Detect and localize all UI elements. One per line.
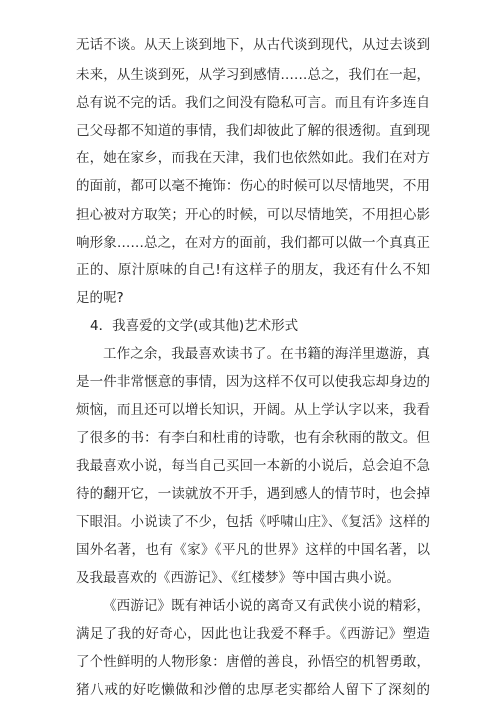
paragraph-line: 的面前，都可以毫不掩饰：伤心的时候可以尽情地哭，不用 [76, 178, 430, 194]
paragraph-line: 无话不谈。从天上谈到地下，从古代谈到现代，从过去谈到 [76, 37, 430, 53]
paragraph-line: 响形象……总之，在对方的面前，我们都可以做一个真真正 [76, 235, 430, 251]
paragraph-line: 我最喜欢小说，每当自己买回一本新的小说后，总会迫不急 [76, 458, 430, 474]
paragraph-line: 及我最喜欢的《西游记》、《红楼梦》等中国古典小说。 [76, 570, 400, 586]
section-heading: 4．我喜爱的文学(或其他)艺术形式 [90, 318, 299, 334]
paragraph-line: 待的翻开它，一读就放不开手，遇到感人的情节时，也会掉 [76, 486, 430, 502]
paragraph-line: 国外名著，也有《家》《平凡的世界》这样的中国名著，以 [76, 542, 430, 558]
paragraph-line: 足的呢? [76, 290, 124, 306]
paragraph-line: 总有说不完的话。我们之间没有隐私可言。而且有许多连自 [76, 95, 430, 111]
paragraph-line: 了个性鲜明的人物形象：唐僧的善良，孙悟空的机智勇敢， [76, 654, 430, 670]
paragraph-line: 了很多的书：有李白和杜甫的诗歌，也有余秋雨的散文。但 [76, 430, 430, 446]
paragraph-line: 在，她在家乡，而我在天津，我们也依然如此。我们在对方 [76, 150, 430, 166]
paragraph-line: 担心被对方取笑；开心的时候，可以尽情地笑，不用担心影 [76, 207, 430, 223]
paragraph-line: 正的、原汁原味的自己!有这样子的朋友，我还有什么不知 [76, 262, 430, 278]
paragraph-line: 未来，从生谈到死，从学习到感情……总之，我们在一起， [76, 67, 430, 83]
paragraph-line: 《西游记》既有神话小说的离奇又有武侠小说的精彩， [103, 598, 430, 614]
paragraph-line: 满足了我的好奇心，因此也让我爱不释手。《西游记》塑造 [76, 626, 430, 642]
paragraph-line: 工作之余，我最喜欢读书了。在书籍的海洋里遨游，真 [103, 346, 430, 362]
paragraph-line: 下眼泪。小说读了不少，包括《呼啸山庄》、《复活》这样的 [76, 514, 430, 530]
paragraph-line: 猪八戒的好吃懒做和沙僧的忠厚老实都给人留下了深刻的 [76, 682, 430, 698]
paragraph-line: 烦恼，而且还可以增长知识，开阔。从上学认字以来，我看 [76, 402, 430, 418]
paragraph-line: 是一件非常惬意的事情，因为这样不仅可以使我忘却身边的 [76, 374, 430, 390]
paragraph-line: 己父母都不知道的事情，我们却彼此了解的很透彻。直到现 [76, 123, 430, 139]
